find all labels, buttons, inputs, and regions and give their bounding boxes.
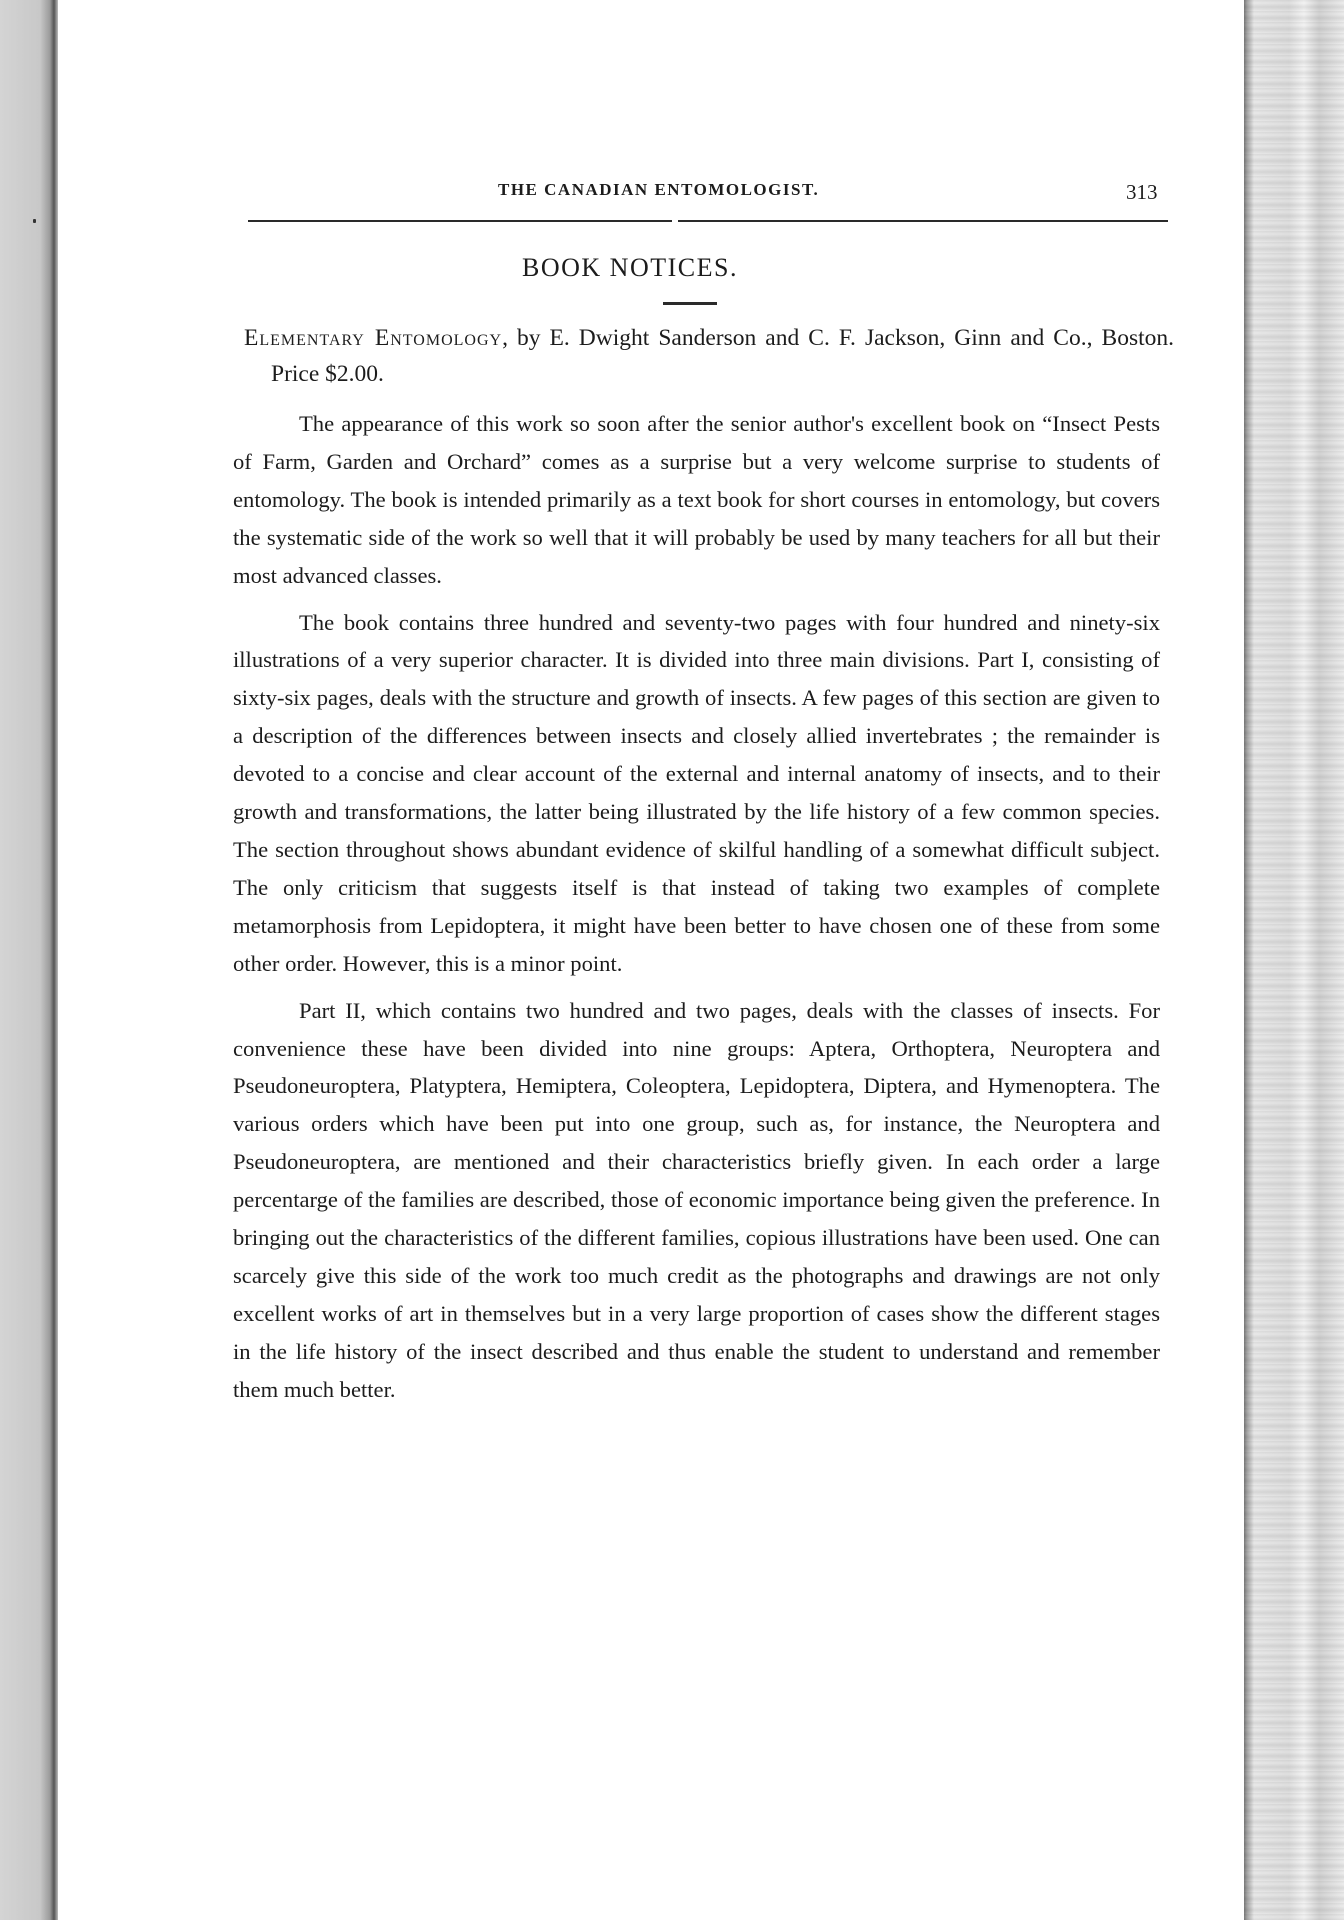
header-rule — [248, 220, 1168, 222]
page-number: 313 — [1126, 180, 1158, 204]
paragraph: The appearance of this work so soon after the senior author's excellent book on “Insect Pests of Farm, Garden and Orchard” comes as a surprise but a very welcome surprise to students of entomology. The book is intended primarily as a text book for short courses in entomology, but covers the systematic side of the work so well that it will probably be used by many teachers for all but their most advanced classes. — [233, 411, 1160, 588]
book-title: Elementary Entomology — [244, 325, 503, 351]
book-page — [58, 0, 1244, 1920]
citation-details: , by E. Dwight Sanderson and C. F. Jackson, Ginn and Co., Boston. Price $2.00. — [271, 325, 1174, 387]
review-body — [233, 405, 1160, 1418]
scan-right-edge-texture — [1244, 0, 1344, 1920]
book-citation — [244, 320, 1174, 392]
scan-left-edge — [0, 0, 58, 1920]
section-title: BOOK NOTICES. — [522, 253, 738, 282]
title-rule — [663, 302, 717, 305]
scan-speck — [33, 219, 36, 223]
paragraph: The book contains three hundred and seventy-two pages with four hundred and ninety-six illustrations of a very superior character. It is divided into three main divisions. Part I, consisting of sixty-six pages, deals with the structure and growth of insects. A few pages of this section are given to a description of the differences between insects and closely allied invertebrates ; the remainder is devoted to a concise and clear account of the external and internal anatomy of insects, and to their growth and transformations, the latter being illustrated by the life history of a few common species. The section throughout shows abundant evidence of skilful handling of a somewhat difficult subject. The only criticism that suggests itself is that instead of taking two examples of complete metamorphosis from Lepidoptera, it might have been better to have chosen one of these from some other order. However, this is a minor point. — [233, 609, 1160, 976]
running-head: THE CANADIAN ENTOMOLOGIST. — [498, 180, 820, 199]
paragraph: Part II, which contains two hundred and two pages, deals with the classes of insects. For convenience these have been divided into nine groups: Aptera, Orthoptera, Neuroptera and Pseudoneuroptera, Platyptera, Hemiptera, Coleoptera, Lepidoptera, Diptera, and Hymenoptera. The various orders which have been put into one group, such as, for instance, the Neuroptera and Pseudoneuroptera, are mentioned and their characteristics briefly given. In each order a large percentarge of the families are described, those of economic importance being given the preference. In bringing out the characteristics of the different families, copious illustrations have been used. One can scarcely give this side of the work too much credit as the photographs and drawings are not only excellent works of art in themselves but in a very large proportion of cases show the different stages in the life history of the insect described and thus enable the student to understand and remember them much better. — [233, 997, 1160, 1402]
